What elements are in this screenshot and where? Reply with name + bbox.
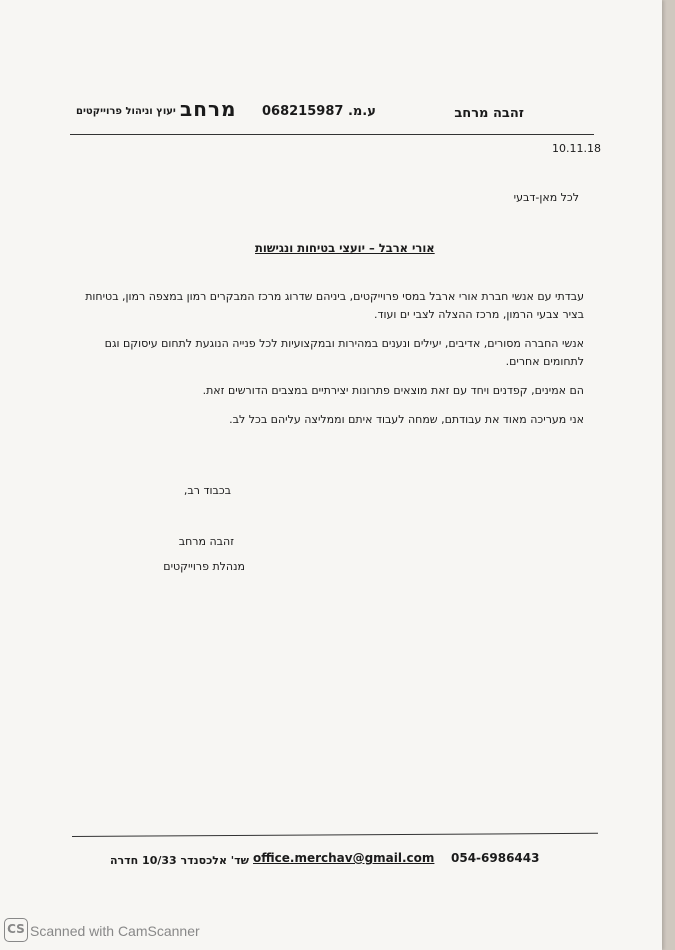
signature-title: מנהלת פרוייקטים [163, 560, 245, 573]
header-name: זהבה מרחב [454, 106, 524, 121]
header-tagline: יעוץ וניהול פרוייקטים [76, 106, 176, 117]
letter-body [66, 288, 584, 440]
footer-email-link[interactable]: office.merchav@gmail.com [253, 851, 435, 865]
header-divider [70, 134, 594, 135]
letter-date: 10.11.18 [552, 142, 601, 155]
camscanner-logo-icon: CS [4, 918, 28, 942]
letter-closing: בכבוד רב, [183, 484, 231, 497]
letter-subject: אורי ארבל – יועצי בטיחות ונגישות [255, 241, 435, 255]
header-logo-text: מרחב [180, 97, 237, 121]
footer-address: שד' אלכסנדר 10/33 חדרה [110, 854, 249, 867]
footer-divider [72, 833, 598, 837]
body-paragraph: אני מעריכה מאוד את עבודתם, שמחה לעבוד איתם וממליצה עליהם בכל לב. [229, 413, 584, 426]
footer-phone: 054-6986443 [451, 851, 540, 865]
body-paragraph: הם אמינים, קפדנים ויחד עם זאת מוצאים פתרונות יצירתיים במצבים הדורשים זאת. [202, 384, 584, 397]
letter-addressee: לכל מאן-דבעי [513, 191, 579, 204]
signature-name: זהבה מרחב [178, 535, 234, 548]
body-paragraph: אנשי החברה מסורים, אדיבים, יעילים ונענים במהירות ובמקצועיות לכל פנייה הנוגעת לתחום עיסוקם וגם לתחומים אחרים. [104, 337, 584, 368]
header-registration-number: ע.מ. 068215987 [262, 104, 376, 119]
scanner-watermark: Scanned with CamScanner [30, 923, 200, 939]
body-paragraph: עבדתי עם אנשי חברת אורי ארבל במסי פרוייקטים, ביניהם שדרוג מרכז המבקרים רמון במצפה רמון, בטיחות בציר צבעי הרמון, מרכז ההצלה לצבי ים ועוד. [85, 290, 584, 321]
